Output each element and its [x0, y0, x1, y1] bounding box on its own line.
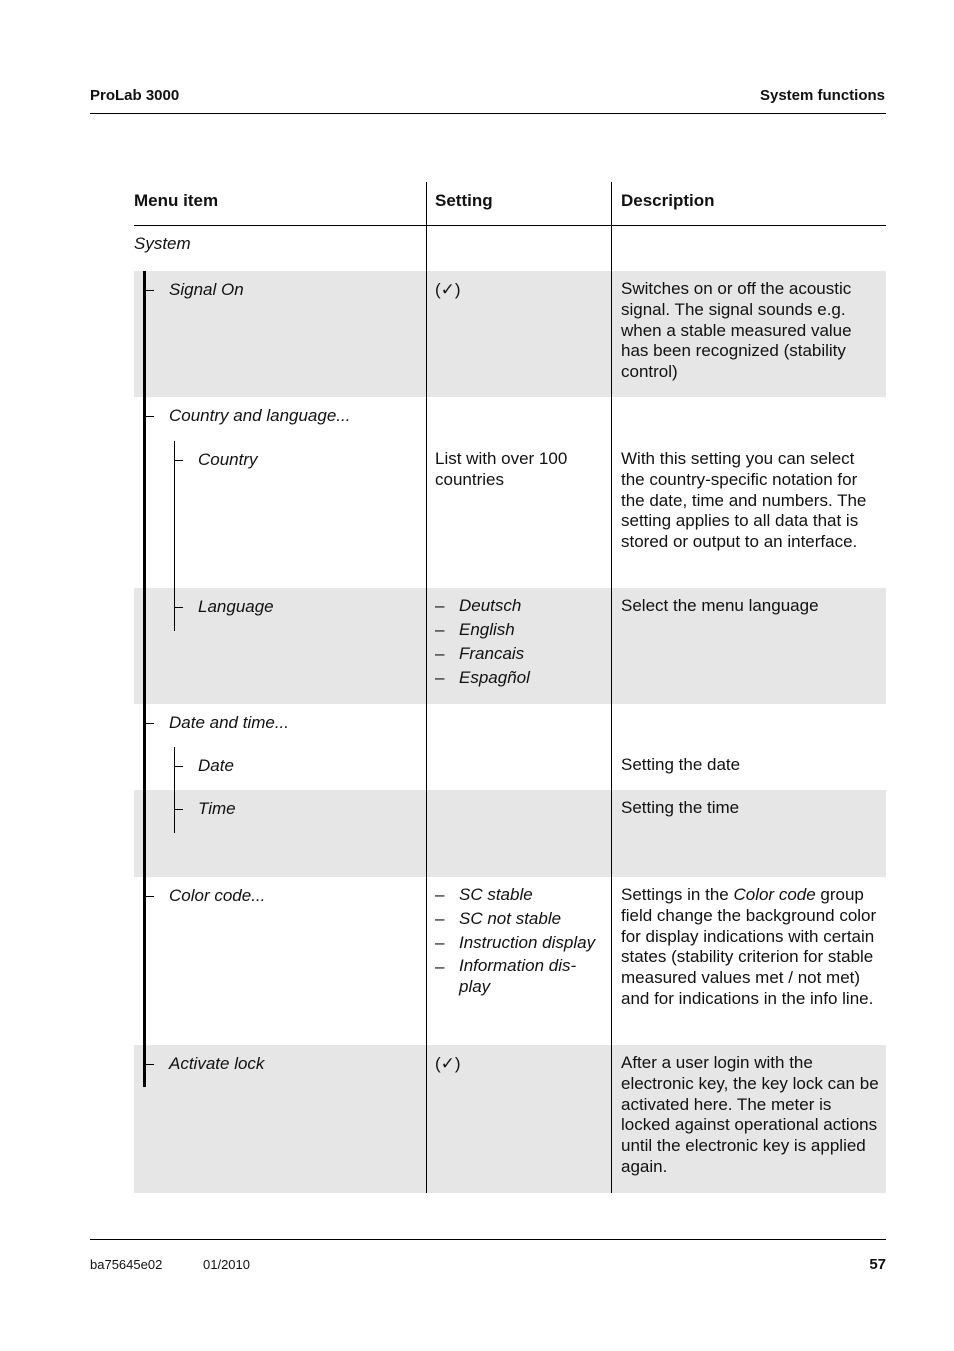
column-header-setting: Setting [435, 191, 493, 210]
option-sc-stable: SC stable [459, 885, 533, 904]
footer-doc-number: ba75645e02 [90, 1257, 163, 1272]
description-activate-lock: After a user login with the electronic key, the key lock can be activated here. The meter is locked against operational actions until the electronic key is applied again. [621, 1053, 879, 1176]
description-language: Select the menu language [621, 596, 819, 615]
tree-tick [175, 460, 183, 461]
option-deutsch: Deutsch [459, 596, 522, 615]
description-signal-on: Switches on or off the acoustic signal. The signal sounds e.g. when a stable measured value has been recognized (stability control) [621, 279, 852, 382]
page-number: 57 [869, 1256, 886, 1273]
menu-item-color-code: Color code... [169, 886, 266, 905]
menu-item-date: Date [198, 756, 234, 775]
list-dash: – [435, 596, 445, 615]
menu-item-activate-lock: Activate lock [169, 1054, 265, 1073]
running-header-section: System functions [759, 87, 885, 104]
menu-item-time: Time [198, 799, 236, 818]
footer-date: 01/2010 [203, 1257, 250, 1272]
running-header-title: ProLab 3000 [90, 87, 180, 104]
list-dash: – [435, 644, 445, 663]
option-francais: Francais [459, 644, 525, 663]
tree-line-date-time [174, 747, 175, 833]
menu-item-system: System [134, 234, 191, 253]
description-country: With this setting you can select the country-specific notation for the date, time and numbers. The setting applies to all data that is stored or output to an interface. [621, 449, 867, 552]
tree-tick [146, 896, 154, 897]
list-dash: – [435, 885, 445, 904]
list-dash: – [435, 620, 445, 639]
tree-line-system [143, 271, 146, 1087]
list-dash: – [435, 668, 445, 687]
tree-line-country-language [174, 441, 175, 631]
tree-tick [146, 290, 154, 291]
header-rule [90, 113, 886, 114]
menu-item-country: Country [198, 450, 258, 469]
description-color-code: Settings in the Color code group field change the background color for display indications with certain states (stability criterion for stable measured values met / not met) and for indications in the info line. [621, 885, 877, 1008]
list-dash: – [435, 933, 445, 952]
menu-item-signal-on: Signal On [169, 280, 244, 299]
column-divider-1 [426, 182, 427, 1193]
tree-tick [175, 766, 183, 767]
tree-tick [146, 416, 154, 417]
tree-tick [175, 607, 183, 608]
option-instruction-display: Instruction display [459, 933, 596, 952]
list-dash: – [435, 957, 445, 976]
column-divider-2 [611, 182, 612, 1193]
column-header-description: Description [621, 191, 715, 210]
menu-item-language: Language [198, 597, 274, 616]
column-header-menu-item: Menu item [134, 191, 219, 210]
setting-signal-on: (✓) [435, 280, 461, 299]
menu-item-date-and-time: Date and time... [169, 713, 290, 732]
option-information-display: Information dis- play [459, 956, 577, 996]
setting-country: List with over 100 countries [435, 449, 568, 489]
list-dash: – [435, 909, 445, 928]
menu-item-country-and-language: Country and language... [169, 406, 351, 425]
footer-rule [90, 1239, 886, 1240]
table-header-rule [134, 225, 886, 226]
option-sc-not-stable: SC not stable [459, 909, 562, 928]
setting-activate-lock: (✓) [435, 1054, 461, 1073]
option-english: English [459, 620, 515, 639]
option-espanol: Espagñol [459, 668, 530, 687]
tree-tick [146, 1064, 154, 1065]
description-date: Setting the date [621, 755, 741, 774]
description-time: Setting the time [621, 798, 740, 817]
tree-tick [146, 723, 154, 724]
tree-tick [175, 809, 183, 810]
